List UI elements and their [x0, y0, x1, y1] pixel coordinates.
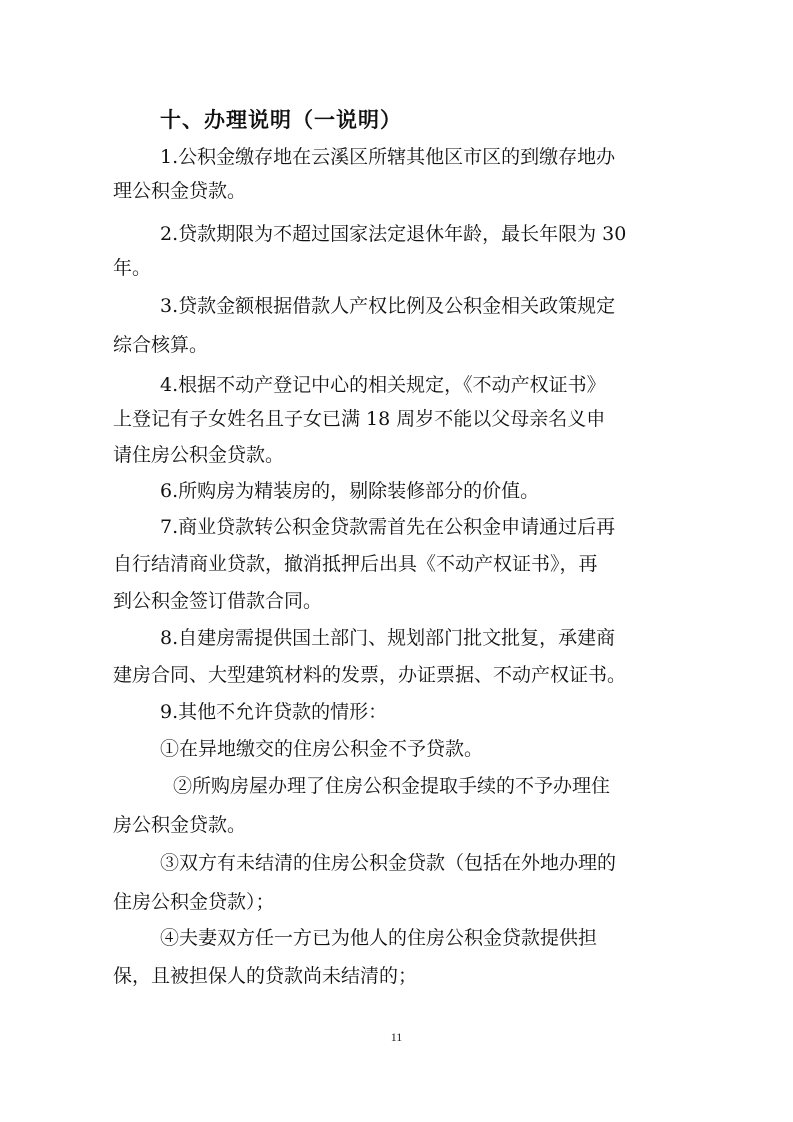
- text-line-14: 8.自建房需提供国土部门、规划部门批文批复，承建商: [160, 627, 616, 649]
- text-line-7: 4.根据不动产登记中心的相关规定，《不动产权证书》: [160, 374, 606, 396]
- text-line-22: ④夫妻双方任一方已为他人的住房公积金贷款提供担: [160, 927, 598, 949]
- text-line-13: 到公积金签订借款合同。: [113, 590, 323, 612]
- text-line-23: 保，且被担保人的贷款尚未结清的；: [113, 965, 418, 987]
- text-line-2: 理公积金贷款。: [113, 180, 247, 202]
- page-number: 11: [390, 1030, 403, 1044]
- section-title: 十、办理说明（一说明）: [160, 108, 402, 132]
- text-line-8: 上登记有子女姓名且子女已满 18 周岁不能以父母亲名义申: [113, 408, 606, 430]
- text-line-21: 住房公积金贷款）；: [113, 891, 275, 913]
- text-line-10: 6.所购房为精装房的，剔除装修部分的价值。: [160, 480, 540, 502]
- text-line-5: 3.贷款金额根据借款人产权比例及公积金相关政策规定: [160, 295, 616, 317]
- text-line-18: ②所购房屋办理了住房公积金提取手续的不予办理住: [173, 775, 611, 797]
- text-line-16: 9.其他不允许贷款的情形：: [160, 701, 388, 723]
- text-line-20: ③双方有未结清的住房公积金贷款（包括在外地办理的: [160, 852, 617, 874]
- text-line-12: 自行结清商业贷款，撤消抵押后出具《不动产权证书》，再: [113, 553, 598, 575]
- text-line-1: 1.公积金缴存地在云溪区所辖其他区市区的到缴存地办: [160, 146, 616, 168]
- text-line-4: 年。: [113, 257, 152, 279]
- text-line-11: 7.商业贷款转公积金贷款需首先在公积金申请通过后再: [160, 516, 616, 538]
- text-line-17: ①在异地缴交的住房公积金不予贷款。: [160, 738, 484, 760]
- text-line-9: 请住房公积金贷款。: [113, 444, 285, 466]
- text-line-19: 房公积金贷款。: [113, 814, 247, 836]
- text-line-6: 综合核算。: [113, 334, 209, 356]
- text-line-15: 建房合同、大型建筑材料的发票，办证票据、不动产权证书。: [113, 664, 627, 686]
- text-line-3: 2.贷款期限为不超过国家法定退休年龄，最长年限为 30: [160, 223, 627, 245]
